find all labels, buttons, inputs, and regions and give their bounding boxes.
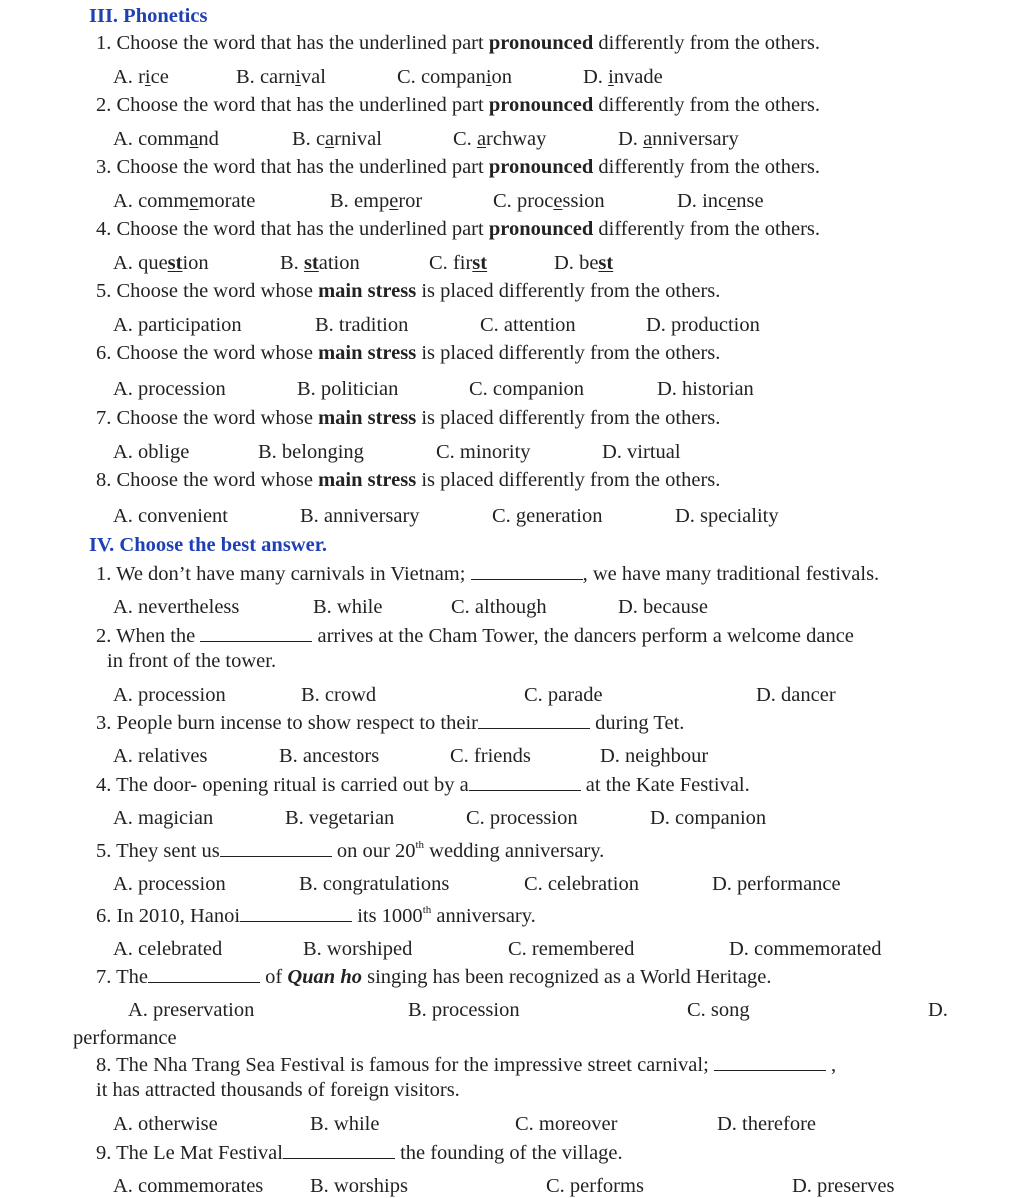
- option-b[interactable]: B. worshiped: [303, 938, 413, 960]
- answer-blank[interactable]: [240, 905, 352, 922]
- answer-blank[interactable]: [220, 840, 332, 857]
- option-c[interactable]: C. although: [451, 596, 547, 618]
- option-a[interactable]: A. convenient: [113, 505, 228, 527]
- option-d[interactable]: D. production: [646, 314, 760, 336]
- option-a[interactable]: A. celebrated: [113, 938, 223, 960]
- option-d-continuation[interactable]: performance: [73, 1027, 177, 1049]
- question-continuation: it has attracted thousands of foreign visitors.: [96, 1079, 460, 1101]
- option-b[interactable]: B. tradition: [315, 314, 409, 336]
- option-c[interactable]: C. archway: [453, 128, 547, 150]
- option-b[interactable]: B. congratulations: [299, 873, 450, 895]
- answer-blank[interactable]: [469, 774, 581, 791]
- phonetics-question-8: 8. Choose the word whose main stress is placed differently from the others.: [96, 469, 721, 491]
- section-heading-best-answer: IV. Choose the best answer.: [89, 534, 328, 556]
- best-answer-question-4: 4. The door- opening ritual is carried out by a at the Kate Festival.: [96, 774, 750, 796]
- option-a[interactable]: A. rice: [113, 66, 169, 88]
- option-b[interactable]: B. ancestors: [279, 745, 380, 767]
- option-c[interactable]: C. celebration: [524, 873, 639, 895]
- best-answer-question-8: 8. The Nha Trang Sea Festival is famous for the impressive street carnival; ,: [96, 1054, 837, 1076]
- option-b[interactable]: B. emperor: [330, 190, 423, 212]
- option-d[interactable]: D. because: [618, 596, 708, 618]
- phonetics-question-5: 5. Choose the word whose main stress is placed differently from the others.: [96, 280, 721, 302]
- phonetics-question-2: 2. Choose the word that has the underlined part pronounced differently from the others.: [96, 94, 821, 116]
- best-answer-question-2: 2. When the arrives at the Cham Tower, the dancers perform a welcome dance: [96, 625, 854, 647]
- option-a[interactable]: A. commemorates: [113, 1175, 264, 1197]
- option-a[interactable]: A. procession: [113, 684, 226, 706]
- best-answer-question-1: 1. We don’t have many carnivals in Vietnam; , we have many traditional festivals.: [96, 563, 880, 585]
- option-b[interactable]: B. carnival: [236, 66, 326, 88]
- best-answer-question-7: 7. The of Quan ho singing has been recognized as a World Heritage.: [96, 966, 772, 988]
- option-d[interactable]: D. therefore: [717, 1113, 817, 1135]
- option-a[interactable]: A. procession: [113, 873, 226, 895]
- option-a[interactable]: A. procession: [113, 378, 226, 400]
- option-a[interactable]: A. participation: [113, 314, 242, 336]
- option-a[interactable]: A. question: [113, 252, 209, 274]
- option-b[interactable]: B. vegetarian: [285, 807, 395, 829]
- option-d[interactable]: D. commemorated: [729, 938, 882, 960]
- option-c[interactable]: C. generation: [492, 505, 603, 527]
- option-c[interactable]: C. minority: [436, 441, 531, 463]
- question-text: Choose the word that has the underlined part: [116, 32, 484, 54]
- option-c[interactable]: C. friends: [450, 745, 531, 767]
- option-c[interactable]: C. remembered: [508, 938, 635, 960]
- option-d[interactable]: D. virtual: [602, 441, 681, 463]
- option-c[interactable]: C. attention: [480, 314, 576, 336]
- option-c[interactable]: C. parade: [524, 684, 603, 706]
- option-b[interactable]: B. belonging: [258, 441, 364, 463]
- option-b[interactable]: B. worships: [310, 1175, 408, 1197]
- answer-blank[interactable]: [283, 1142, 395, 1159]
- option-d[interactable]: D.: [928, 999, 948, 1021]
- phonetics-question-6: 6. Choose the word whose main stress is placed differently from the others.: [96, 342, 721, 364]
- option-d[interactable]: D. companion: [650, 807, 767, 829]
- option-b[interactable]: B. while: [313, 596, 383, 618]
- option-a[interactable]: A. otherwise: [113, 1113, 218, 1135]
- option-c[interactable]: C. first: [429, 252, 488, 274]
- option-a[interactable]: A. magician: [113, 807, 214, 829]
- option-d[interactable]: D. dancer: [756, 684, 836, 706]
- option-c[interactable]: C. procession: [466, 807, 578, 829]
- option-d[interactable]: D. performance: [712, 873, 841, 895]
- option-b[interactable]: B. crowd: [301, 684, 377, 706]
- option-c[interactable]: C. procession: [493, 190, 605, 212]
- section-heading-phonetics: III. Phonetics: [89, 5, 208, 27]
- phonetics-question-3: 3. Choose the word that has the underlined part pronounced differently from the others.: [96, 156, 821, 178]
- phonetics-question-1: [96, 33, 820, 54]
- best-answer-question-6: 6. In 2010, Hanoi its 1000th anniversary.: [96, 904, 536, 927]
- best-answer-question-5: 5. They sent us on our 20th wedding anniversary.: [96, 839, 605, 862]
- emphasized-term: Quan ho: [287, 966, 362, 988]
- option-a[interactable]: A. nevertheless: [113, 596, 240, 618]
- option-b[interactable]: B. procession: [408, 999, 520, 1021]
- option-c[interactable]: C. companion: [469, 378, 585, 400]
- phonetics-question-4: 4. Choose the word that has the underlined part pronounced differently from the others.: [96, 218, 821, 240]
- option-c[interactable]: C. moreover: [515, 1113, 618, 1135]
- question-continuation: in front of the tower.: [107, 650, 277, 672]
- option-c[interactable]: C. performs: [546, 1175, 644, 1197]
- option-c[interactable]: C. song: [687, 999, 750, 1021]
- option-b[interactable]: B. while: [310, 1113, 380, 1135]
- question-text: differently from the others.: [598, 32, 821, 54]
- answer-blank[interactable]: [714, 1054, 826, 1071]
- option-d[interactable]: D. speciality: [675, 505, 779, 527]
- option-d[interactable]: D. incense: [677, 190, 764, 212]
- option-a[interactable]: A. commemorate: [113, 190, 256, 212]
- option-c[interactable]: C. companion: [397, 66, 513, 88]
- question-number: 1.: [96, 32, 112, 54]
- phonetics-question-7: 7. Choose the word whose main stress is placed differently from the others.: [96, 407, 721, 429]
- option-d[interactable]: D. historian: [657, 378, 754, 400]
- option-a[interactable]: A. command: [113, 128, 219, 150]
- option-d[interactable]: D. invade: [583, 66, 663, 88]
- option-d[interactable]: D. neighbour: [600, 745, 709, 767]
- answer-blank[interactable]: [200, 625, 312, 642]
- option-a[interactable]: A. preservation: [128, 999, 255, 1021]
- option-b[interactable]: B. carnival: [292, 128, 382, 150]
- answer-blank[interactable]: [478, 712, 590, 729]
- option-a[interactable]: A. oblige: [113, 441, 190, 463]
- best-answer-question-3: 3. People burn incense to show respect to their during Tet.: [96, 712, 685, 734]
- answer-blank[interactable]: [471, 563, 583, 580]
- best-answer-question-9: 9. The Le Mat Festival the founding of the village.: [96, 1142, 623, 1164]
- question-keyword: pronounced: [488, 32, 594, 54]
- option-d[interactable]: D. preserves: [792, 1175, 895, 1197]
- answer-blank[interactable]: [148, 966, 260, 983]
- option-d[interactable]: D. best: [554, 252, 614, 274]
- option-a[interactable]: A. relatives: [113, 745, 208, 767]
- option-d[interactable]: D. anniversary: [618, 128, 739, 150]
- option-b[interactable]: B. politician: [297, 378, 399, 400]
- option-b[interactable]: B. anniversary: [300, 505, 420, 527]
- option-b[interactable]: B. station: [280, 252, 360, 274]
